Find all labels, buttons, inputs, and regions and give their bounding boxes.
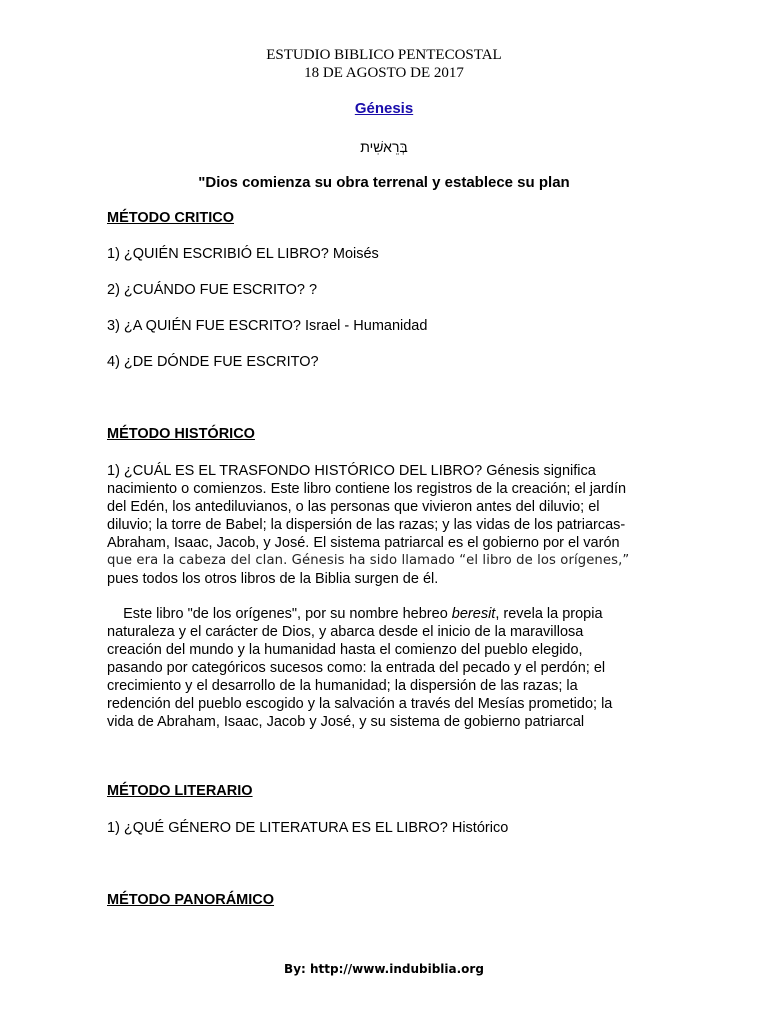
title-link-genesis[interactable]: Génesis [354, 100, 414, 117]
paragraph-text: Este libro "de los orígenes", por su nombre hebreo [107, 606, 452, 622]
paragraph-line: diluvio; la torre de Babel; la dispersión de las razas; y las vidas de los patriarcas- [107, 517, 626, 533]
historico-paragraph-1 [107, 462, 667, 588]
critico-question-2: 2) ¿CUÁNDO FUE ESCRITO? ? [107, 282, 318, 298]
literario-question-1: 1) ¿QUÉ GÉNERO DE LITERATURA ES EL LIBRO? Histórico [107, 820, 509, 836]
paragraph-line: pasando por categóricos sucesos como: la entrada del pecado y el perdón; el [107, 660, 606, 676]
critico-question-4: 4) ¿DE DÓNDE FUE ESCRITO? [107, 354, 319, 370]
hebrew-wrapper [0, 139, 768, 157]
paragraph-line: vida de Abraham, Isaac, Jacob y José, y su sistema de gobierno patriarcal [107, 714, 585, 730]
hebrew-title: בְּרֵאשִׁית [360, 139, 408, 155]
critico-question-3: 3) ¿A QUIÉN FUE ESCRITO? Israel - Humanidad [107, 318, 428, 334]
paragraph-line: redención del pueblo escogido y la salvación a través del Mesías prometido; la [107, 696, 613, 712]
paragraph-line: nacimiento o comienzos. Este libro contiene los registros de la creación; el jardín [107, 481, 627, 497]
title-wrapper [0, 100, 768, 118]
footer-url-link[interactable]: http://www.indubiblia.org [310, 962, 484, 976]
header-date: 18 DE AGOSTO DE 2017 [304, 65, 464, 81]
heading-metodo-literario: MÉTODO LITERARIO [107, 783, 253, 799]
heading-metodo-critico: MÉTODO CRITICO [107, 210, 235, 226]
header-line-1: ESTUDIO BIBLICO PENTECOSTAL [266, 47, 502, 63]
footer-prefix: By: [284, 962, 310, 976]
heading-metodo-historico: MÉTODO HISTÓRICO [107, 426, 255, 442]
paragraph-line: del Edén, los antediluvianos, o las personas que vivieron antes del diluvio; el [107, 499, 600, 515]
paragraph-line: naturaleza y el carácter de Dios, y abarca desde el inicio de la maravillosa [107, 624, 584, 640]
paragraph-line: que era la cabeza del clan. Génesis ha sido llamado “el libro de los orígenes,” [107, 553, 630, 568]
historico-paragraph-2 [107, 605, 667, 731]
italic-word-beresit: beresit [451, 606, 496, 622]
quote-line: "Dios comienza su obra terrenal y establece su plan [198, 174, 570, 191]
paragraph-line: crecimiento y el desarrollo de la humanidad; la dispersión de las razas; la [107, 678, 578, 694]
paragraph-line: pues todos los otros libros de la Biblia surgen de él. [107, 571, 439, 587]
paragraph-line: Abraham, Isaac, Jacob, y José. El sistema patriarcal es el gobierno por el varón [107, 535, 620, 551]
paragraph-line: creación del mundo y la humanidad hasta el comienzo del pueblo elegido, [107, 642, 583, 658]
paragraph-line: 1) ¿CUÁL ES EL TRASFONDO HISTÓRICO DEL LIBRO? Génesis significa [107, 463, 596, 479]
critico-question-1: 1) ¿QUIÉN ESCRIBIÓ EL LIBRO? Moisés [107, 246, 379, 262]
heading-metodo-panoramico: MÉTODO PANORÁMICO [107, 892, 275, 908]
paragraph-line [107, 605, 667, 623]
footer [0, 962, 768, 976]
paragraph-text: , revela la propia [495, 606, 603, 622]
